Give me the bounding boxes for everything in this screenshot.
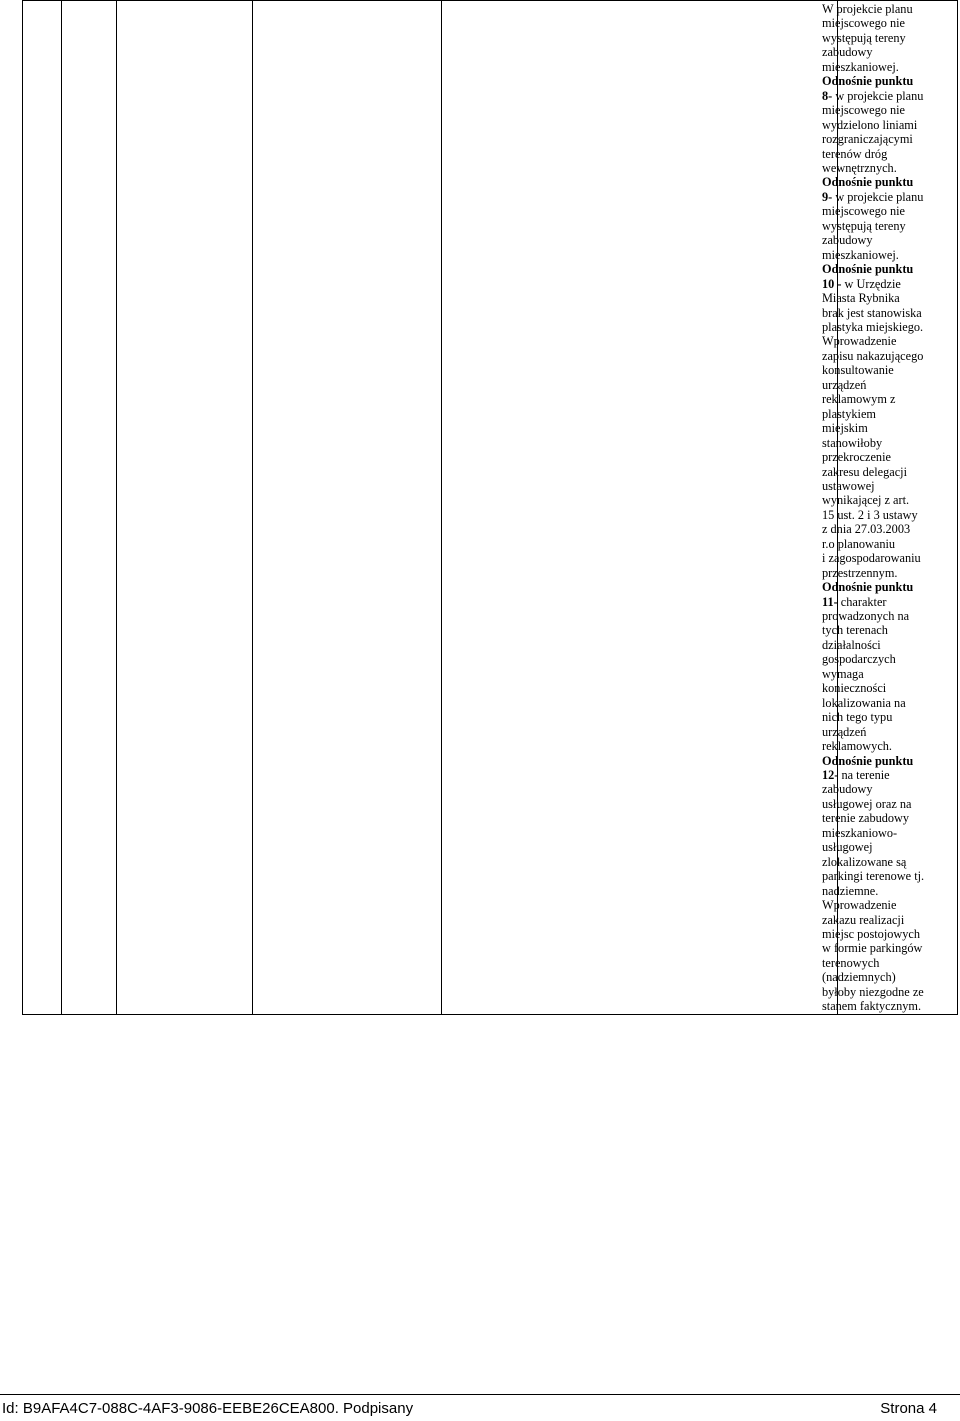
cell-line: miejsc postojowych <box>822 927 921 941</box>
cell-line: rozgraniczającymi <box>822 132 913 147</box>
cell-line: lokalizowania na <box>822 695 906 710</box>
cell-line: nich tego typu <box>822 710 893 725</box>
cell-line: i zagospodarowaniu <box>822 551 921 566</box>
cell-line: wymaga <box>822 666 864 681</box>
cell-line-heading: Odnośnie punktu <box>822 580 914 595</box>
cell-line: konsultowanie <box>822 363 894 378</box>
cell-line: miejscowego nie <box>822 103 905 118</box>
cell-line: tych terenach <box>822 623 888 638</box>
cell-line: 9- w projekcie planu <box>822 189 924 204</box>
response-cell-text <box>822 2 932 1014</box>
cell-line: z dnia 27.03.2003 <box>822 522 911 537</box>
cell-line: Wprowadzenie <box>822 898 897 913</box>
cell-line: wydzielono liniami <box>822 117 918 132</box>
cell-line: Wprowadzenie <box>822 334 897 349</box>
document-table <box>22 0 958 1015</box>
cell-line: zabudowy <box>822 782 873 797</box>
column-divider <box>61 1 62 1014</box>
cell-line-heading: Odnośnie punktu <box>822 262 914 277</box>
cell-line: urządzeń <box>822 377 867 392</box>
cell-line: wynikającej z art. <box>822 493 910 508</box>
cell-line: 10 - w Urzędzie <box>822 276 901 291</box>
cell-line: W projekcie planu <box>822 2 913 16</box>
cell-line: miejskim <box>822 421 868 436</box>
cell-line: w formie parkingów <box>822 941 923 956</box>
cell-line: zlokalizowane są <box>822 854 907 869</box>
cell-line: usługowej <box>822 840 873 855</box>
cell-line: terenowych <box>822 955 880 970</box>
cell-line-heading: Odnośnie punktu <box>822 753 914 768</box>
cell-line: parkingi terenowe tj. <box>822 869 925 884</box>
cell-line: 12- na terenie <box>822 768 890 783</box>
cell-line: gospodarczych <box>822 652 896 667</box>
cell-line: prowadzonych na <box>822 609 910 624</box>
cell-line: zakazu realizacji <box>822 912 905 927</box>
cell-line: stanowiłoby <box>822 435 883 450</box>
cell-line: terenów dróg <box>822 146 888 161</box>
cell-line: terenie zabudowy <box>822 811 910 826</box>
cell-line: urządzeń <box>822 724 867 739</box>
cell-line: Miasta Rybnika <box>822 291 900 306</box>
cell-line: zabudowy <box>822 45 873 60</box>
cell-line: mieszkaniowej. <box>822 247 899 262</box>
cell-line: przestrzennym. <box>822 565 898 580</box>
cell-line: byłoby niezgodne ze <box>822 984 924 999</box>
cell-line: 11- charakter <box>822 594 887 609</box>
cell-line: zakresu delegacji <box>822 464 908 479</box>
cell-line-heading: Odnośnie punktu <box>822 175 914 190</box>
cell-line: nadziemne. <box>822 883 879 898</box>
cell-line: występują tereny <box>822 218 906 233</box>
cell-line: wewnętrznych. <box>822 160 897 175</box>
cell-line: 15 ust. 2 i 3 ustawy <box>822 507 918 522</box>
cell-line: mieszkaniowej. <box>822 59 899 74</box>
cell-line: reklamowym z <box>822 392 896 407</box>
cell-line: reklamowych. <box>822 739 892 754</box>
column-divider <box>252 1 253 1014</box>
page-footer <box>0 1394 960 1419</box>
cell-line: stanem faktycznym. <box>822 999 922 1014</box>
cell-line: usługowej oraz na <box>822 796 912 811</box>
cell-line: miejscowego nie <box>822 16 905 31</box>
cell-line: plastykiem <box>822 406 876 421</box>
cell-line: działalności <box>822 637 881 652</box>
cell-line: plastyka miejskiego. <box>822 319 924 334</box>
document-id-signature: Id: B9AFA4C7-088C-4AF3-9086-EEBE26CEA800. Podpisany <box>2 1400 414 1417</box>
column-divider <box>441 1 442 1014</box>
cell-line: mieszkaniowo- <box>822 825 898 840</box>
cell-line: brak jest stanowiska <box>822 305 922 320</box>
page-number: Strona 4 <box>880 1400 937 1417</box>
cell-line: przekroczenie <box>822 450 891 465</box>
cell-line: zabudowy <box>822 233 873 248</box>
column-divider <box>116 1 117 1014</box>
cell-line: (nadziemnych) <box>822 970 896 985</box>
cell-line: zapisu nakazującego <box>822 348 924 363</box>
cell-line-heading: Odnośnie punktu <box>822 74 914 89</box>
cell-line: konieczności <box>822 681 887 696</box>
cell-line: występują tereny <box>822 30 906 45</box>
cell-line: ustawowej <box>822 478 875 493</box>
cell-line: miejscowego nie <box>822 204 905 219</box>
cell-line: 8- w projekcie planu <box>822 88 924 103</box>
cell-line: r.o planowaniu <box>822 536 896 551</box>
